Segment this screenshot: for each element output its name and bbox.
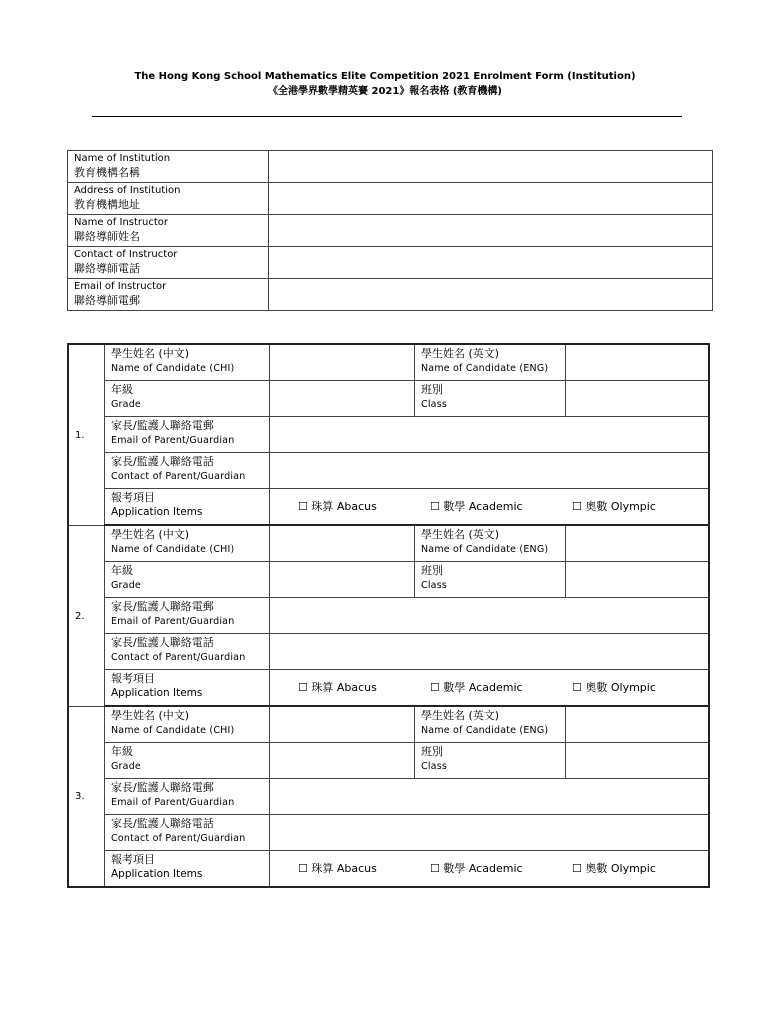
form-title-zh: 《全港學界數學精英賽 2021》報名表格 (教育機構) (268, 86, 502, 97)
instructor-contact-field[interactable] (269, 247, 713, 279)
label-en: Name of Candidate (ENG) (421, 544, 549, 555)
parent-contact-field[interactable] (270, 453, 710, 489)
abacus-checkbox[interactable]: ☐ 珠算 Abacus (298, 862, 377, 875)
candidate-contact-row (68, 634, 709, 670)
field-label-zh: 教育機構地址 (74, 198, 140, 211)
name-chi-field[interactable] (270, 525, 415, 562)
name-chi-field[interactable] (270, 344, 415, 381)
academic-checkbox[interactable]: ☐ 數學 Academic (430, 500, 523, 513)
label-en: Class (421, 399, 447, 410)
label-zh: 家長/監護人聯絡電話 (111, 455, 214, 468)
parent-email-label (105, 598, 270, 634)
field-label-en: Email of Instructor (74, 281, 167, 292)
instructor-email-field[interactable] (269, 279, 713, 311)
application-items-label (105, 489, 270, 526)
parent-contact-label (105, 634, 270, 670)
label-zh: 年級 (111, 745, 133, 758)
grade-label (105, 743, 270, 779)
label-zh: 學生姓名 (英文) (421, 709, 500, 722)
institution-label (68, 279, 269, 311)
label-en: Class (421, 580, 447, 591)
olympic-checkbox[interactable]: ☐ 奧數 Olympic (572, 681, 656, 694)
application-items-label (105, 851, 270, 888)
label-zh: 班別 (421, 564, 443, 577)
olympic-checkbox[interactable]: ☐ 奧數 Olympic (572, 500, 656, 513)
application-items-label (105, 670, 270, 707)
field-label-en: Name of Instructor (74, 217, 169, 228)
label-zh: 班別 (421, 383, 443, 396)
institution-row (68, 215, 713, 247)
parent-email-label (105, 417, 270, 453)
label-en: Grade (111, 580, 141, 591)
name-chi-label (105, 344, 270, 381)
candidate-email-row (68, 598, 709, 634)
abacus-checkbox[interactable]: ☐ 珠算 Abacus (298, 500, 377, 513)
label-zh: 年級 (111, 564, 133, 577)
candidate-contact-row (68, 815, 709, 851)
field-label-zh: 聯絡導師姓名 (74, 230, 140, 243)
institution-label (68, 151, 269, 183)
label-en: Application Items (111, 687, 203, 699)
candidate-number: 1. (68, 344, 105, 525)
candidate-name-row (68, 344, 709, 381)
instructor-name-field[interactable] (269, 215, 713, 247)
name-eng-label (415, 706, 566, 743)
academic-checkbox[interactable]: ☐ 數學 Academic (430, 681, 523, 694)
candidate-items-row (68, 851, 709, 888)
institution-table (67, 150, 713, 311)
field-label-en: Contact of Instructor (74, 249, 178, 260)
label-en: Email of Parent/Guardian (111, 435, 235, 446)
institution-row (68, 183, 713, 215)
grade-label (105, 381, 270, 417)
parent-email-field[interactable] (270, 779, 710, 815)
label-zh: 年級 (111, 383, 133, 396)
candidate-email-row (68, 417, 709, 453)
grade-field[interactable] (270, 743, 415, 779)
grade-field[interactable] (270, 381, 415, 417)
candidate-contact-row (68, 453, 709, 489)
candidate-name-row (68, 525, 709, 562)
label-zh: 家長/監護人聯絡電話 (111, 817, 214, 830)
label-en: Name of Candidate (CHI) (111, 544, 235, 555)
parent-contact-label (105, 815, 270, 851)
institution-row (68, 279, 713, 311)
field-label-zh: 聯絡導師電話 (74, 262, 140, 275)
label-zh: 學生姓名 (中文) (111, 528, 190, 541)
candidate-items-row (68, 489, 709, 526)
candidate-number: 2. (68, 525, 105, 706)
parent-contact-field[interactable] (270, 634, 710, 670)
label-zh: 家長/監護人聯絡電郵 (111, 419, 214, 432)
field-label-en: Address of Institution (74, 185, 181, 196)
class-field[interactable] (566, 381, 710, 417)
label-en: Name of Candidate (ENG) (421, 725, 549, 736)
application-options (270, 670, 710, 707)
label-en: Contact of Parent/Guardian (111, 652, 246, 663)
label-en: Application Items (111, 868, 203, 880)
label-zh: 學生姓名 (中文) (111, 347, 190, 360)
label-en: Name of Candidate (ENG) (421, 363, 549, 374)
field-label-en: Name of Institution (74, 153, 171, 164)
institution-row (68, 151, 713, 183)
institution-label (68, 183, 269, 215)
label-zh: 學生姓名 (英文) (421, 347, 500, 360)
parent-contact-label (105, 453, 270, 489)
label-en: Grade (111, 761, 141, 772)
label-zh: 家長/監護人聯絡電郵 (111, 600, 214, 613)
label-zh: 家長/監護人聯絡電郵 (111, 781, 214, 794)
label-en: Class (421, 761, 447, 772)
academic-checkbox[interactable]: ☐ 數學 Academic (430, 862, 523, 875)
label-en: Name of Candidate (CHI) (111, 363, 235, 374)
header-divider (92, 116, 682, 117)
label-en: Application Items (111, 506, 203, 518)
parent-email-field[interactable] (270, 598, 710, 634)
name-eng-field[interactable] (566, 344, 710, 381)
name-eng-label (415, 344, 566, 381)
label-zh: 學生姓名 (英文) (421, 528, 500, 541)
name-eng-field[interactable] (566, 525, 710, 562)
parent-contact-field[interactable] (270, 815, 710, 851)
candidate-grade-row (68, 562, 709, 598)
institution-label (68, 247, 269, 279)
label-en: Email of Parent/Guardian (111, 797, 235, 808)
candidate-grade-row (68, 381, 709, 417)
candidates-table (67, 343, 710, 888)
class-field[interactable] (566, 562, 710, 598)
label-en: Grade (111, 399, 141, 410)
class-field[interactable] (566, 743, 710, 779)
candidate-name-row (68, 706, 709, 743)
institution-name-field[interactable] (269, 151, 713, 183)
name-chi-label (105, 525, 270, 562)
grade-label (105, 562, 270, 598)
abacus-checkbox[interactable]: ☐ 珠算 Abacus (298, 681, 377, 694)
field-label-zh: 聯絡導師電郵 (74, 294, 140, 307)
label-zh: 報考項目 (111, 853, 155, 866)
application-options (270, 489, 710, 526)
application-options (270, 851, 710, 888)
name-eng-label (415, 525, 566, 562)
class-label (415, 743, 566, 779)
name-chi-field[interactable] (270, 706, 415, 743)
label-en: Contact of Parent/Guardian (111, 471, 246, 482)
label-zh: 家長/監護人聯絡電話 (111, 636, 214, 649)
name-eng-field[interactable] (566, 706, 710, 743)
label-zh: 班別 (421, 745, 443, 758)
institution-label (68, 215, 269, 247)
parent-email-field[interactable] (270, 417, 710, 453)
form-title-en: The Hong Kong School Mathematics Elite Competition 2021 Enrolment Form (Institution) (134, 71, 636, 82)
label-zh: 報考項目 (111, 491, 155, 504)
label-en: Name of Candidate (CHI) (111, 725, 235, 736)
name-chi-label (105, 706, 270, 743)
label-en: Contact of Parent/Guardian (111, 833, 246, 844)
candidate-number: 3. (68, 706, 105, 887)
grade-field[interactable] (270, 562, 415, 598)
candidate-items-row (68, 670, 709, 707)
field-label-zh: 教育機構名稱 (74, 166, 140, 179)
parent-email-label (105, 779, 270, 815)
institution-row (68, 247, 713, 279)
candidate-email-row (68, 779, 709, 815)
institution-address-field[interactable] (269, 183, 713, 215)
label-zh: 報考項目 (111, 672, 155, 685)
label-en: Email of Parent/Guardian (111, 616, 235, 627)
candidate-grade-row (68, 743, 709, 779)
olympic-checkbox[interactable]: ☐ 奧數 Olympic (572, 862, 656, 875)
class-label (415, 562, 566, 598)
label-zh: 學生姓名 (中文) (111, 709, 190, 722)
class-label (415, 381, 566, 417)
